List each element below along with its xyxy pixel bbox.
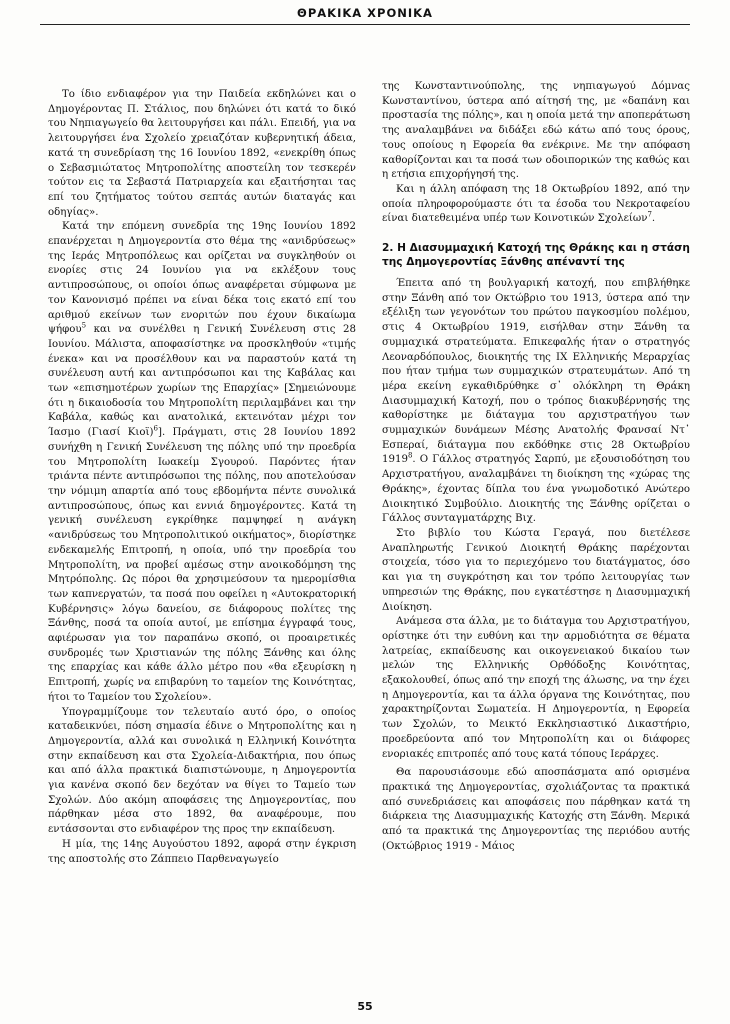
paragraph: Το ίδιο ενδιαφέρον για την Παιδεία εκδηλώνει και ο Δημογέροντας Π. Στάλιος, που δηλώνει ότι κατά το δικό του Νηπιαγωγείο θα λειτουργήσει και πάλι. Επειδή, για να λειτουργήσει ένα Σχολείο χρειαζόταν κυβερνητική άδεια, κατά τη συνεδρίαση της 16 Ιουνίου 1892, «ενεκρίθη όπως ο Σεβασμιώτατος Μητροπολίτης αποστείλη τον τεσκερέν τούτον εις τα Σεβαστά Πατριαρχεία και εξαιτήσηται τας επί του ζητήματος τούτου σεπτάς αυτών διαταγάς και οδηγίας».: [48, 89, 356, 218]
paragraph-text: Έπειτα από τη βουλγαρική κατοχή, που επιβλήθηκε στην Ξάνθη από τον Οκτώβριο του 1913, ύστερα από την εξέλιξη των γεγονότων του πρώτου παγκοσμίου πολέμου, στις 4 Οκτωβρίου 1919, εισήλθαν στην Ξάνθη τα συμμαχικά στρατεύματα. Επικεφαλής ήταν ο στρατηγός Λεοναρδόπουλος, διοικητής της ΙΧ Ελληνικής Μεραρχίας που ήταν τμήμα των συμμαχικών στρατευμάτων. Από τη μέρα εκείνη εγκαθιδρύθηκε σ᾿ ολόκληρη τη Θράκη Διασυμμαχική Κατοχή, που ο τρόπος διακυβέρνησής της καθορίστηκε με διάταγμα του αρχιστρατήγου των συμμαχικών δυνάμεων Μέσης Ανατολής Φρανσαί Ντ᾿ Εσπεραί, διάταγμα που εκδόθηκε στις 28 Οκτωβρίου 1919: [382, 278, 690, 466]
footnote-marker: 6: [153, 424, 158, 433]
paragraph: Η μία, της 14ης Αυγούστου 1892, αφορά στην έγκριση της αποστολής στο Ζάππειο Παρθεναγωγείο: [48, 838, 356, 865]
paragraph: [382, 277, 690, 527]
right-column: [382, 80, 690, 854]
paragraph-text: Κατά την επόμενη συνεδρία της 19ης Ιουνίου 1892 επανέρχεται η Δημογεροντία στο θέμα της «ανιδρύσεως» της Ιεράς Μητροπόλεως και ορίζεται να συγκληθούν οι ενορίες στις 24 Ιουνίου για να εκλέξουν τους αντιπροσώπους, οι οποίοι όπως αναφέρεται σύμφωνα με τον Κανονισμό πρέπει να είναι δέκα τοις εκατό επί του αριθμού εκείνων των ενοριτών που έχουν δικαίωμα ψήφου: [48, 221, 356, 336]
section-heading: 2. Η Διασυμμαχική Κατοχή της Θράκης και η στάση της Δημογεροντίας Ξάνθης απέναντί της: [382, 242, 690, 269]
running-header: ΘΡΑΚΙΚΑ ΧΡΟΝΙΚΑ: [40, 6, 690, 25]
paragraph: της Κωνσταντινούπολης, της νηπιαγωγού Δόμνας Κωνσταντίνου, ύστερα από αίτησή της, με «δαπάνη και προστασία της πόλης», και η οποία μετά την αποπεράτωση της αναλαμβάνει να διδάξει εδώ κάτω από τους όρους, τους οποίους η Εφορεία θα ενέκρινε. Με την απόφαση καθορίζονται και τα ποσά των οδοιπορικών της καθώς και η ετήσια επιχορήγησή της.: [382, 81, 690, 181]
footnote-marker: 5: [81, 321, 87, 330]
paragraph-text: και να συνέλθει η Γενική Συνέλευση στις 28 Ιουνίου. Μάλιστα, αποφασίστηκε να προσκληθούν «τιμής ένεκα» και να προσέλθουν και να παραστούν κατά τη συνέλευση αυτή και αντιπρόσωποι και της Καβάλας και των «επισημοτέρων χωρίων της Επαρχίας» [Σημειώνουμε ότι η δικαιοδοσία του Μητροπολίτη περιλαμβάνει και την Καβάλα, καθώς και ανατολικά, εκτεινόταν μέχρι τον Ίασμο (Γιασί Κιοϊ): [48, 324, 356, 439]
paragraph-text: ]. Πράγματι, στις 28 Ιουνίου 1892 συνήχθη η Γενική Συνέλευση της πόλης υπό την προεδρία του Μητροπολίτη Ιωακείμ Σγουρού. Παρόντες ήταν τριάντα πέντε αντιπρόσωποι της πόλης, που αποτελούσαν την νόμιμη απαρτία από τους εβδομήντα πέντε συνολικά αντιπροσώπους, όπως και εννιά δημογέροντες. Κατά τη γενική συνέλευση εγκρίθηκε παμψηφεί η ανάγκη «ανιδρύσεως του Μητροπολιτικού οικήματος», διορίστηκε ενδεκαμελής Επιτροπή, η οποία, υπό την προεδρία του Μητροπολίτη, να προβεί αμέσως στην ανοικοδόμηση της Μητρόπολης. Ως πόροι θα χρησιμεύσουν τα ημερομίσθια των καπνεργατών, τα ποσά που οφείλει η «Αυτοκρατορική Κυβέρνησις» λόγω δανείου, σε διάφορους πολίτες της Ξάνθης, ποσά τα οποία αυτοί, με επίσημα έγγραφά τους, αφιέρωσαν για τον παραπάνω σκοπό, οι προαιρετικές συνδρομές των Χριστιανών της πόλης Ξάνθης και όλης της επαρχίας και κάθε άλλο μέτρο που «θα εξευρίσκη η Επιτροπή, χωρίς να επιβαρύνη το ταμείον της Κοινότητας, ήτοι το Ταμείον του Σχολείου».: [48, 427, 356, 703]
paragraph: Στο βιβλίο του Κώστα Γεραγά, που διετέλεσε Αναπληρωτής Γενικού Διοικητή Θράκης παρέχονται στοιχεία, τόσο για το περιεχόμενο του διατάγματος, όσο και για τη συγκρότηση και τον τρόπο λειτουργίας των υπηρεσιών της Θράκης, που εγκατέστησε η Διασυμμαχική Διοίκηση.: [382, 527, 690, 613]
footnote-marker: 7: [647, 210, 652, 219]
paragraph: Υπογραμμίζουμε τον τελευταίο αυτό όρο, ο οποίος καταδεικνύει, πόση σημασία έδινε ο Μητροπολίτης και η Δημογεροντία, αλλά και συνολικά η Ελληνική Κοινότητα στην εκπαίδευση και στα Σχολεία-Διδακτήρια, που όπως και από άλλα πρακτικά διαπιστώνουμε, η Δημογεροντία για κανένα σκοπό δεν δεχόταν να θίγει το Ταμείο των Σχολών. Δύο ακόμη αποφάσεις της Δημογεροντίας, που πάρθηκαν μέσα στο 1892, θα αναφέρουμε, που εντάσσονται στο ενδιαφέρον της προς την εκπαίδευση.: [48, 706, 356, 836]
paragraph: [382, 183, 690, 227]
left-column: [48, 88, 356, 867]
paragraph: Ανάμεσα στα άλλα, με το διάταγμα του Αρχιστρατήγου, ορίστηκε ότι την ευθύνη και την αρμοδιότητα σε θέματα λατρείας, εκπαίδευσης και οικογενειακού δικαίου των μελών της Ελληνικής Ορθόδοξης Κοινότητας, εξακολουθεί, όπως από την εποχή της άλωσης, να την έχει η Δημογεροντία, και τα άλλα όργανα της Κοινότητας, που χαρακτηρίζονται Σωματεία. Η Δημογεροντία, η Εφορεία των Σχολών, το Μεικτό Εκκλησιαστικό Δικαστήριο, προεδρεύοντα από τον Μητροπολίτη και οι διάφορες ενοριακές επιτροπές από τους κατά τόπους Ιεράρχες.: [382, 616, 690, 760]
paragraph-text: . Ο Γάλλος στρατηγός Σαρπύ, με εξουσιοδότηση του Αρχιστρατήγου, αναλαμβάνει τη διοίκηση της «χώρας της Θράκης», έχοντας δίπλα του ένα γνωμοδοτικό Ανώτερο Διοικητικό Συμβούλιο. Διοικητής της Ξάνθης ορίζεται ο Γάλλος συνταγματάρχης Βιχ.: [382, 454, 690, 525]
page-number: 55: [357, 1000, 373, 1013]
footnote-marker: 8: [407, 452, 413, 461]
paragraph: Θα παρουσιάσουμε εδώ αποσπάσματα από ορισμένα πρακτικά της Δημογεροντίας, σχολιάζοντας τα πρακτικά από συνεδριάσεις και αποφάσεις που πάρθηκαν κατά τη διάρκεια της Διασυμμαχικής Κατοχής στη Ξάνθη. Μερικά από τα πρακτικά της Δημογεροντίας της περιόδου αυτής (Οκτώβριος 1919 - Μάιος: [382, 767, 690, 852]
paragraph: [48, 220, 356, 705]
paragraph-text: Και η άλλη απόφαση της 18 Οκτωβρίου 1892, από την οποία πληροφορούμαστε ότι τα έσοδα του Νεκροταφείου είναι διατεθειμένα υπέρ των Κοινοτικών Σχολείων: [382, 183, 690, 225]
paragraph-text: .: [651, 213, 656, 225]
